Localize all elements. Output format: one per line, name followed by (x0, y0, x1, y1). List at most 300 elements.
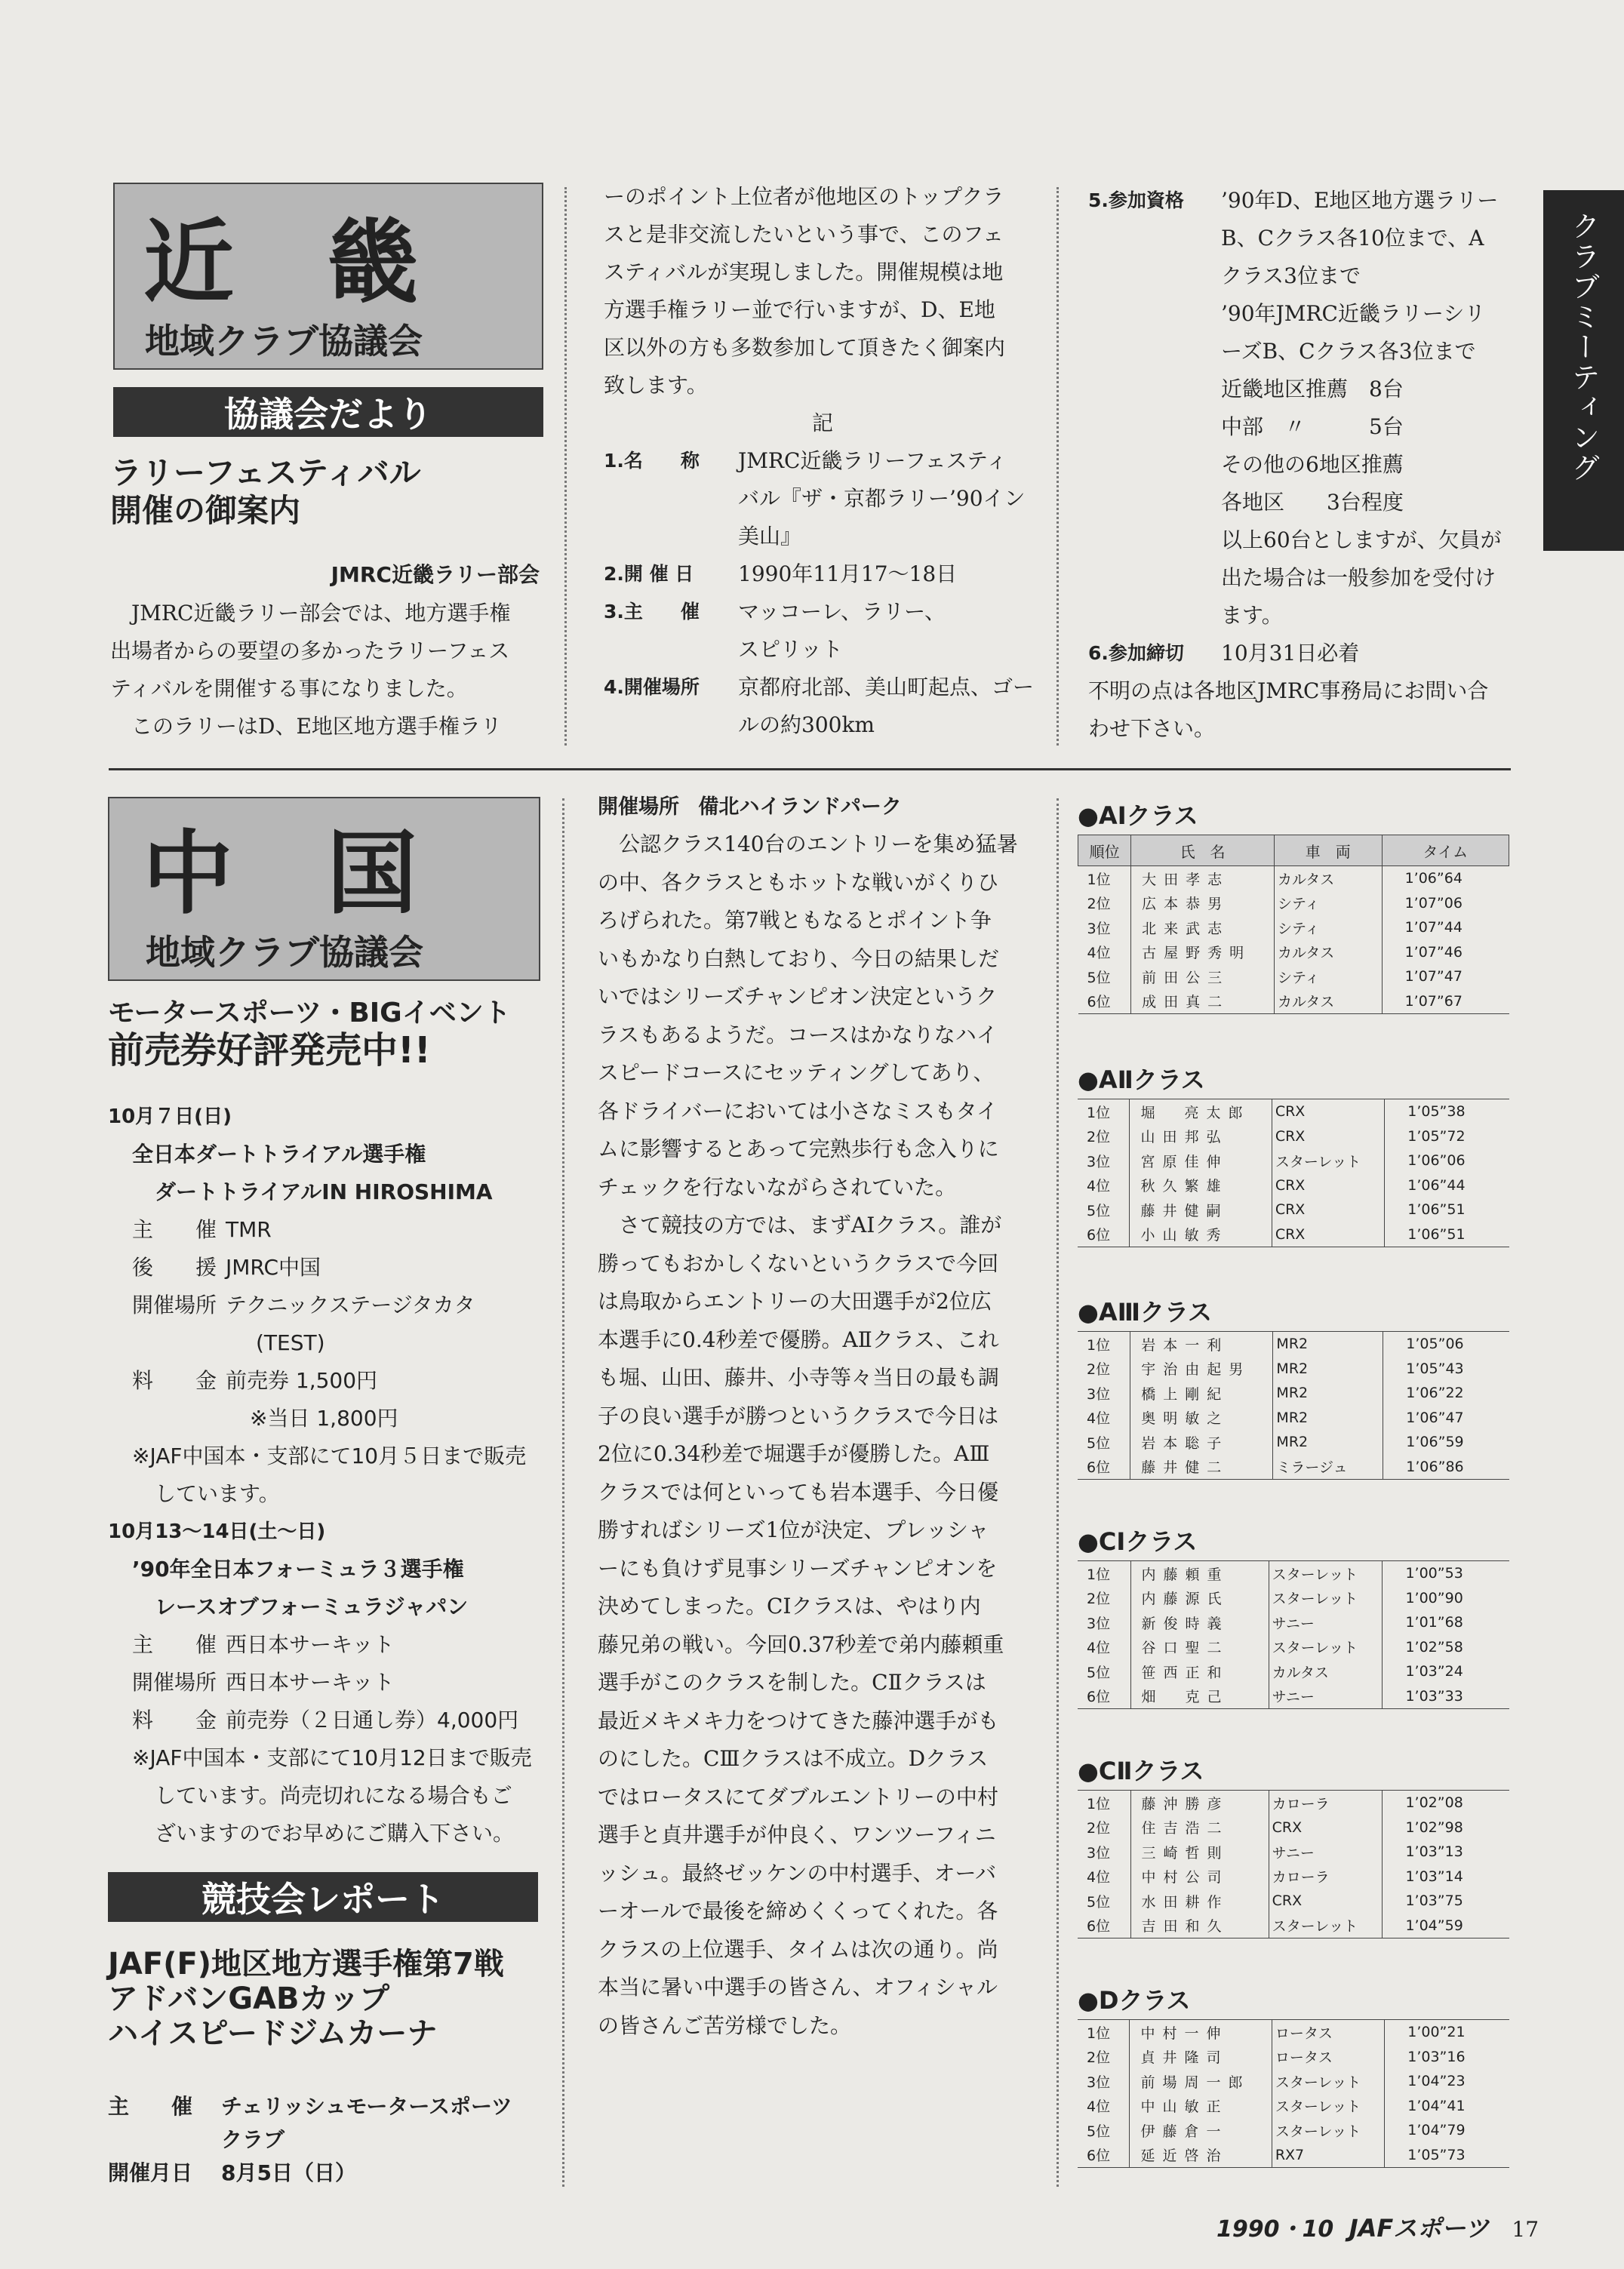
event-subtitle: レースオブフォーミュラジャパン (155, 1594, 469, 1619)
body-line: 不明の点は各地区JMRC事務局にお問い合 (1088, 678, 1489, 703)
result-driver: 小山敏秀 (1130, 1222, 1272, 1247)
result-driver: 伊藤倉一 (1130, 2118, 1272, 2143)
qualification-line: クラス3位まで (1221, 263, 1361, 288)
result-rank: 5位 (1087, 969, 1111, 986)
qualification-line: 中部 〃 5台 (1221, 414, 1404, 439)
qualification-line: ーズB、Cクラス各3位まで (1221, 339, 1476, 364)
result-time: 1’04”23 (1385, 2069, 1509, 2094)
report-venue-row (598, 789, 1035, 826)
table-row (1078, 2143, 1509, 2168)
result-rank: 4位 (1087, 2098, 1111, 2116)
result-rank: 3位 (1087, 920, 1111, 937)
result-time: 1’03”75 (1383, 1889, 1509, 1914)
body-line: 選手と貞井選手が仲良く、ワンツーフィニ (598, 1822, 996, 1847)
kinki-byline: JMRC近畿ラリー部会 (331, 562, 540, 587)
table-row (1078, 2045, 1509, 2070)
footer-issue: 1990・10 (1216, 2216, 1334, 2243)
table-row (1078, 1148, 1509, 1173)
result-car: カルタス (1269, 1659, 1383, 1684)
event-row (108, 1702, 561, 1739)
result-time: 1’06”22 (1383, 1381, 1509, 1406)
table-row (1078, 866, 1509, 891)
result-time: 1’05”73 (1385, 2143, 1509, 2168)
table-row (1078, 1684, 1509, 1709)
result-time: 1’03”13 (1383, 1840, 1509, 1865)
result-rank: 6位 (1087, 1918, 1111, 1935)
result-car: カルタス (1274, 866, 1382, 891)
event-row-label: 後 援 (132, 1255, 217, 1280)
result-car: カルタス (1274, 940, 1382, 965)
notice-key: 6.参加締切 (1088, 642, 1184, 664)
body-line: 2位に0.34秒差で堀選手が優勝した。AⅢ (598, 1441, 990, 1466)
event-row-label: 開催場所 (132, 1293, 217, 1317)
result-time: 1’03”24 (1383, 1659, 1509, 1684)
event-note: ※JAF中国本・支部にて10月５日まで販売 (132, 1443, 527, 1468)
kinki-region-name: 近 畿 (143, 211, 420, 315)
column-divider (562, 798, 564, 2187)
body-line: 区以外の方も多数参加して頂きたく御案内 (604, 335, 1006, 360)
result-driver: 谷口聖二 (1130, 1635, 1269, 1660)
result-class-title: ●AⅠクラス (1078, 801, 1198, 830)
result-rank: 1位 (1087, 1566, 1111, 1583)
result-car: CRX (1272, 1124, 1384, 1149)
report-organizer: クラブ (221, 2127, 285, 2152)
result-time: 1’00”21 (1385, 2020, 1509, 2045)
result-time: 1’06”51 (1385, 1198, 1509, 1222)
result-table (1078, 2019, 1509, 2168)
notice-item-name (604, 442, 1041, 555)
event-row (108, 1626, 561, 1664)
notice-key: 5.参加資格 (1088, 189, 1184, 211)
result-rank: 1位 (1087, 1104, 1111, 1121)
result-table (1078, 835, 1509, 1014)
body-line: 公認クラス140台のエントリーを集め猛暑 (619, 832, 1018, 856)
result-time: 1’00”53 (1383, 1561, 1509, 1586)
body-line: の皆さんご苦労様でした。 (598, 2012, 852, 2038)
event1-block (108, 1098, 561, 1852)
report-venue: 備北ハイランドパーク (698, 795, 902, 819)
body-line: ラスもあるようだ。コースはかなりなハイ (598, 1022, 998, 1047)
result-rank: 4位 (1087, 1410, 1111, 1428)
table-row (1078, 1816, 1509, 1840)
result-rank: 5位 (1087, 1664, 1111, 1681)
result-time: 1’07”67 (1382, 989, 1509, 1014)
result-class-block (1078, 1293, 1509, 1480)
result-rank: 2位 (1087, 1361, 1111, 1379)
result-rank: 4位 (1087, 1640, 1111, 1657)
event-note: しています。 (155, 1481, 280, 1506)
chugoku-headline (108, 998, 511, 1072)
kinki-section-bar (113, 387, 543, 437)
result-class-title: ●Dクラス (1078, 1986, 1191, 2015)
event-row-value: 西日本サーキット (226, 1632, 395, 1657)
body-line: ムに影響するとあって完熟歩行も念入りに (598, 1136, 999, 1161)
result-driver: 中山敏正 (1130, 2094, 1272, 2119)
result-rank: 6位 (1087, 1459, 1111, 1477)
result-driver: 前田公三 (1131, 964, 1275, 989)
kinki-headline-line: ラリーフェスティバル (110, 454, 421, 491)
result-time: 1’07”06 (1382, 891, 1509, 916)
body-line: クラスでは何といっても岩本選手、今日優 (598, 1479, 999, 1505)
event-row-label: 開催場所 (132, 1670, 217, 1695)
result-car: サニー (1269, 1840, 1383, 1865)
result-class-title: ●CⅠクラス (1078, 1527, 1198, 1556)
qualification-line: その他の6地区推薦 (1221, 452, 1404, 477)
result-driver: 秋久繁雄 (1130, 1173, 1272, 1198)
result-driver: 中村公司 (1130, 1865, 1269, 1889)
result-car: スターレット (1269, 1561, 1383, 1586)
notice-item-date (604, 555, 1041, 593)
event-row-value: 前売券 1,500円 (226, 1368, 378, 1393)
table-row (1078, 1381, 1509, 1406)
result-car: CRX (1272, 1173, 1384, 1198)
result-driver: 岩本聡子 (1130, 1430, 1273, 1455)
body-line: 藤兄弟の戦い。今回0.37秒差で弟内藤頼重 (598, 1631, 1004, 1657)
table-row (1078, 2118, 1509, 2143)
body-line: 子の良い選手が勝つというクラスで今日は (598, 1403, 999, 1428)
event-row-value: (TEST) (256, 1330, 325, 1355)
chugoku-header-box (108, 797, 540, 981)
result-car: CRX (1269, 1816, 1383, 1840)
event-title: ’90年全日本フォーミュラ３選手権 (132, 1557, 464, 1582)
result-rank: 2位 (1087, 1129, 1111, 1146)
body-line: クラスの上位選手、タイムは次の通り。尚 (598, 1936, 998, 1962)
body-line: JMRC近畿ラリー部会では、地方選手権 (131, 601, 511, 626)
event-row (108, 1362, 561, 1400)
body-line: 各ドライバーにおいては小さなミスもタイ (598, 1098, 998, 1124)
notice-key: 1.名 称 (604, 450, 700, 472)
result-rank: 3位 (1087, 1153, 1111, 1170)
table-row (1078, 989, 1509, 1014)
event-row-label: 料 金 (132, 1708, 217, 1732)
kinki-closing (1088, 672, 1541, 748)
kinki-headline (110, 454, 421, 529)
result-driver: 水田耕作 (1130, 1889, 1269, 1914)
result-driver: 成田真二 (1131, 989, 1275, 1014)
result-car: ロータス (1272, 2045, 1384, 2070)
result-time: 1’00”90 (1383, 1586, 1509, 1611)
table-row (1078, 1357, 1509, 1382)
table-row (1078, 964, 1509, 989)
event-subtitle: ダートトライアルIN HIROSHIMA (155, 1179, 493, 1204)
qualification-line: ます。 (1221, 603, 1283, 628)
table-row (1078, 1222, 1509, 1247)
table-row (1078, 2094, 1509, 2119)
result-rank: 3位 (1087, 1615, 1111, 1632)
result-car: CRX (1272, 1099, 1384, 1124)
report-headline-line: ハイスピードジムカーナ (108, 2016, 438, 2051)
result-driver: 宇治由起男 (1130, 1357, 1273, 1382)
page-footer (1216, 2209, 1539, 2244)
result-table (1078, 1790, 1509, 1938)
result-rank: 3位 (1087, 2074, 1111, 2091)
result-class-block (1078, 1523, 1509, 1709)
result-class-block (1078, 797, 1509, 1014)
event-row-value: JMRC中国 (226, 1255, 321, 1280)
table-row (1078, 915, 1509, 940)
report-headline-line: アドバンGABカップ (108, 1982, 390, 2016)
section-divider-rule (109, 768, 1511, 770)
result-table (1078, 1331, 1509, 1480)
table-row (1078, 1173, 1509, 1198)
table-row (1078, 1791, 1509, 1816)
report-organizer-row (108, 2090, 561, 2157)
table-row (1078, 1099, 1509, 1124)
result-time: 1’06”47 (1383, 1406, 1509, 1431)
result-car: RX7 (1272, 2143, 1384, 2168)
result-car: スターレット (1272, 2094, 1384, 2119)
column-divider (1057, 187, 1059, 746)
body-line: は鳥取からエントリーの大田選手が2位広 (598, 1289, 992, 1314)
result-time: 1’02”58 (1383, 1635, 1509, 1660)
table-row (1078, 1332, 1509, 1357)
notice-value: JMRC近畿ラリーフェスティ (738, 448, 1007, 473)
event-date: 10月13～14日(土～日) (108, 1520, 326, 1543)
result-column-header: 氏 名 (1131, 835, 1275, 866)
table-row (1078, 1586, 1509, 1611)
result-car: スターレット (1269, 1635, 1383, 1660)
event-row (108, 1211, 561, 1249)
column-divider (1057, 798, 1059, 2187)
result-rank: 5位 (1087, 1434, 1111, 1452)
event-note: ざいますのでお早めにご購入下さい。 (155, 1821, 515, 1846)
body-line: ティバルを開催する事になりました。 (110, 676, 468, 701)
result-time: 1’07”47 (1382, 964, 1509, 989)
notice-value: バル『ザ・京都ラリー’90イン (738, 486, 1026, 511)
body-line: さて競技の方では、まずAⅠクラス。誰が (619, 1213, 1002, 1237)
result-time: 1’05”72 (1385, 1124, 1509, 1149)
body-line: スと是非交流したいという事で、このフェ (604, 222, 1004, 247)
qualification-line: B、Cクラス各10位まで、A (1221, 226, 1484, 251)
report-date-label: 開催月日 (108, 2160, 193, 2185)
result-rank: 1位 (1087, 871, 1111, 888)
report-section-bar-label: 競技会レポート (201, 1879, 444, 1920)
report-headline (108, 1947, 504, 2051)
body-line: スピードコースにセッティングしてあり、 (598, 1060, 995, 1085)
result-time: 1’02”98 (1383, 1816, 1509, 1840)
body-line: いもかなり白熱しており、今日の結果しだ (598, 945, 1000, 971)
notice-value: ルの約300km (738, 712, 875, 737)
result-driver: 橋上剛紀 (1130, 1381, 1273, 1406)
event-row-value: テクニックステージタカタ (226, 1293, 475, 1317)
result-driver: 延近啓治 (1130, 2143, 1272, 2168)
body-line: の中、各クラスともホットな戦いがくりひ (598, 869, 999, 895)
table-row (1078, 1914, 1509, 1938)
kinki-body-col3 (1088, 182, 1541, 748)
table-row (1078, 1198, 1509, 1222)
result-class-title: ●CⅡクラス (1078, 1757, 1204, 1785)
result-rank: 1位 (1087, 1795, 1111, 1812)
result-time: 1’06”59 (1383, 1430, 1509, 1455)
body-line: 方選手権ラリー並で行いますが、D、E地 (604, 297, 995, 322)
result-time: 1’03”14 (1383, 1865, 1509, 1889)
notice-key: 2.開 催 日 (604, 563, 694, 585)
event-title: 全日本ダートトライアル選手権 (132, 1142, 426, 1167)
result-time: 1’07”46 (1382, 940, 1509, 965)
result-driver: 山田邦弘 (1130, 1124, 1272, 1149)
footer-magazine: JAFスポーツ (1349, 2214, 1489, 2243)
result-driver: 前場周一郎 (1130, 2069, 1272, 2094)
report-section-bar (108, 1872, 538, 1922)
event-row-label: 料 金 (132, 1368, 217, 1393)
body-line: 致します。 (604, 373, 708, 398)
table-row (1078, 2020, 1509, 2045)
report-date: 8月5日（日） (221, 2160, 356, 2185)
result-driver: 笹西正和 (1130, 1659, 1269, 1684)
report-date-row (108, 2157, 561, 2190)
result-table (1078, 1099, 1509, 1247)
body-line: 勝ってもおかしくないというクラスで今回 (598, 1250, 999, 1276)
result-time: 1’07”44 (1382, 915, 1509, 940)
result-rank: 5位 (1087, 1202, 1111, 1219)
result-rank: 4位 (1087, 1178, 1111, 1195)
table-row (1078, 1430, 1509, 1455)
deadline-value: 10月31日必着 (1221, 641, 1360, 666)
kinki-body-col1 (110, 595, 544, 746)
chugoku-region-name: 中 国 (143, 822, 419, 927)
result-driver: 奥明敏之 (1130, 1406, 1273, 1431)
result-car: ミラージュ (1273, 1455, 1383, 1480)
column-divider (564, 187, 567, 746)
event-row-label: 主 催 (132, 1632, 217, 1657)
result-car: スターレット (1269, 1914, 1383, 1938)
result-rank: 2位 (1087, 2049, 1111, 2067)
result-driver: 貞井隆司 (1130, 2045, 1272, 2070)
body-line: も堀、山田、藤井、小寺等々当日の最も調 (598, 1365, 1000, 1390)
kinki-council-name: 地域クラブ協議会 (145, 321, 423, 361)
result-car: シティ (1274, 964, 1382, 989)
result-car: MR2 (1273, 1406, 1383, 1431)
event-row-value: ※当日 1,800円 (250, 1406, 398, 1431)
body-line: チェックを行ないながらされていた。 (598, 1174, 957, 1200)
result-driver: 堀 亮太郎 (1130, 1099, 1272, 1124)
result-time: 1’04”41 (1385, 2094, 1509, 2119)
result-car: シティ (1274, 915, 1382, 940)
result-driver: 新俊時義 (1130, 1610, 1269, 1635)
event-row (108, 1324, 561, 1362)
notice-item-qualification (1088, 182, 1541, 635)
result-class-title: ●AⅡクラス (1078, 1065, 1205, 1094)
body-line: ーオールで最後を締めくくってくれた。各 (598, 1899, 998, 1923)
result-driver: 宮原佳伸 (1130, 1148, 1272, 1173)
result-time: 1’05”06 (1383, 1332, 1509, 1357)
table-row (1078, 1865, 1509, 1889)
event-note: しています。尚売切れになる場合もご (155, 1783, 512, 1808)
event-row (108, 1287, 561, 1324)
result-time: 1’05”43 (1383, 1357, 1509, 1382)
result-rank: 6位 (1087, 1227, 1111, 1244)
result-driver: 藤井健二 (1130, 1455, 1273, 1480)
result-car: スターレット (1272, 2069, 1384, 2094)
result-car: CRX (1272, 1222, 1384, 1247)
result-car: ロータス (1272, 2020, 1384, 2045)
result-car: MR2 (1273, 1357, 1383, 1382)
report-body (598, 826, 1035, 2045)
notice-item-organizer (604, 593, 1041, 669)
result-car: サニー (1269, 1610, 1383, 1635)
result-rank: 5位 (1087, 1893, 1111, 1911)
ki-mark: 記 (811, 410, 833, 435)
result-time: 1’02”08 (1383, 1791, 1509, 1816)
table-row (1078, 2069, 1509, 2094)
result-table (1078, 1560, 1509, 1709)
body-line: ーのポイント上位者が他地区のトップクラ (604, 184, 1004, 209)
event-row (108, 1400, 561, 1437)
table-row (1078, 1610, 1509, 1635)
result-rank: 2位 (1087, 1591, 1111, 1608)
notice-value: 美山』 (738, 524, 802, 549)
notice-key: 3.主 催 (604, 601, 700, 623)
event-row-value: TMR (226, 1217, 272, 1242)
result-time: 1’06”86 (1383, 1455, 1509, 1480)
event-row-label: 主 催 (132, 1217, 217, 1242)
table-row (1078, 1124, 1509, 1149)
result-class-block (1078, 1061, 1509, 1247)
result-driver: 中村一伸 (1130, 2020, 1272, 2045)
result-driver: 広本恭男 (1131, 891, 1275, 916)
table-row (1078, 1455, 1509, 1480)
result-column-header: タイム (1382, 835, 1509, 866)
footer-page-number: 17 (1512, 2217, 1539, 2242)
event-row-value: 西日本サーキット (226, 1670, 395, 1695)
notice-item-deadline (1088, 635, 1541, 672)
result-column-header: 車 両 (1274, 835, 1382, 866)
result-class-title: ●AⅢクラス (1078, 1298, 1212, 1327)
qualification-line: ’90年JMRC近畿ラリーシリ (1221, 301, 1486, 326)
notice-key: 4.開催場所 (604, 676, 700, 698)
result-car: MR2 (1273, 1381, 1383, 1406)
body-line: わせ下さい。 (1088, 716, 1216, 741)
result-rank: 4位 (1087, 1869, 1111, 1886)
result-class-block (1078, 1982, 1509, 2168)
body-line: ッシュ。最終ゼッケンの中村選手、オーバ (598, 1860, 997, 1886)
body-line: スティバルが実現しました。開催規模は地 (604, 260, 1004, 284)
body-line: 勝すればシリーズ1位が決定、プレッシャ (598, 1517, 989, 1542)
report-venue-label: 開催場所 (598, 795, 679, 819)
result-rank: 2位 (1087, 1820, 1111, 1837)
result-driver: 吉田和久 (1130, 1914, 1269, 1938)
headline-small: モータースポーツ・BIGイベント (108, 998, 511, 1028)
result-time: 1’04”59 (1383, 1914, 1509, 1938)
result-driver: 三崎哲則 (1130, 1840, 1269, 1865)
result-car: MR2 (1273, 1332, 1383, 1357)
result-rank: 5位 (1087, 2123, 1111, 2140)
result-time: 1’06”64 (1382, 866, 1509, 891)
result-car: シティ (1274, 891, 1382, 916)
result-car: CRX (1272, 1198, 1384, 1222)
result-driver: 藤井健嗣 (1130, 1198, 1272, 1222)
body-line: 出場者からの要望の多かったラリーフェス (110, 638, 510, 663)
table-row (1078, 891, 1509, 916)
result-time: 1’06”51 (1385, 1222, 1509, 1247)
notice-item-venue (604, 669, 1041, 744)
result-car: カローラ (1269, 1865, 1383, 1889)
report-organizer-label: 主 催 (108, 2094, 193, 2119)
result-car: スターレット (1272, 2118, 1384, 2143)
result-driver: 内藤頼重 (1130, 1561, 1269, 1586)
body-line: このラリーはD、E地区地方選手権ラリ (131, 714, 502, 739)
body-line: 本当に暑い中選手の皆さん、オフィシャル (598, 1975, 998, 2000)
notice-value: スピリット (738, 637, 843, 662)
result-driver: 畑 克己 (1130, 1684, 1269, 1709)
event-row (108, 1664, 561, 1702)
result-car: スターレット (1272, 1148, 1384, 1173)
result-rank: 6位 (1087, 2148, 1111, 2165)
result-driver: 古屋野秀明 (1131, 940, 1275, 965)
result-time: 1’05”38 (1385, 1099, 1509, 1124)
result-car: サニー (1269, 1684, 1383, 1709)
event-row (108, 1249, 561, 1287)
